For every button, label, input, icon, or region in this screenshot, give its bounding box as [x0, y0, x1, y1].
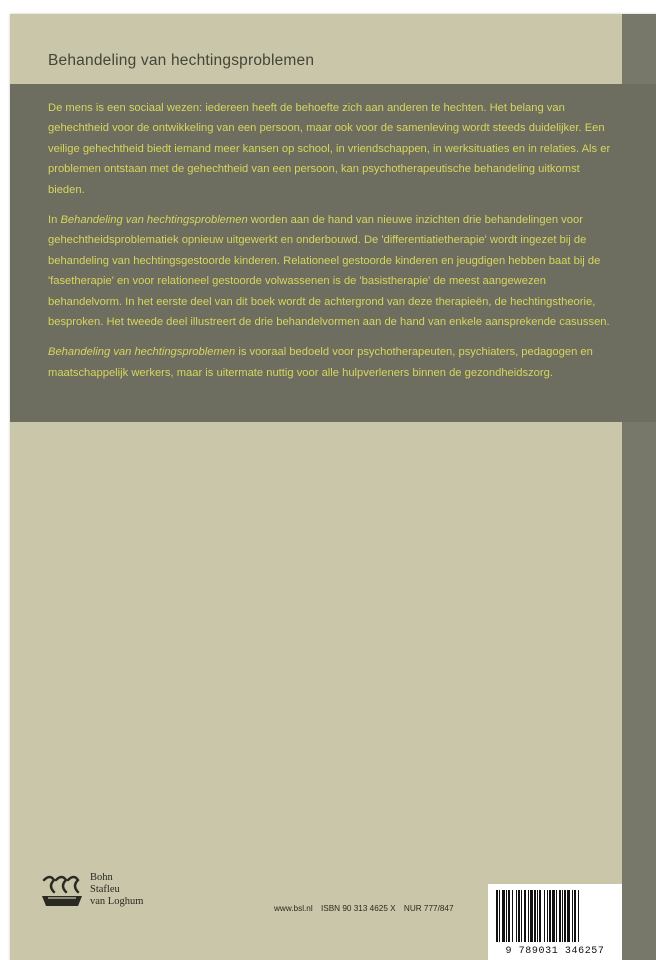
barcode-bar — [559, 890, 561, 942]
barcode-bar — [502, 890, 505, 942]
barcode-bar — [574, 890, 576, 942]
nur-code: NUR 777/847 — [403, 904, 454, 913]
blurb-paragraph-2 — [48, 210, 618, 332]
publisher-block — [40, 870, 143, 910]
barcode-bar — [552, 890, 555, 942]
barcode-bar — [518, 890, 520, 942]
blurb-p2-body: worden aan de hand van nieuwe inzichten drie behandelingen voor gehechtheidsproblematiek opnieuw uitgewerkt en onderbouwd. De 'differentiatietherapie' wordt ingezet bij de behandeling van hechtingsgestoorde kinderen. Relationeel gestoorde kinderen en jeugdigen hebben baat bij de 'fasetherapie' en voor relationeel gestoorde volwassenen is de 'basistherapie' de meest aangewezen behandelvorm. In het eerste deel van dit boek wordt de achtergrond van deze therapieën, de hechtingstheorie, besproken. Het tweede deel illustreert de drie behandelvormen aan de hand van enkele aansprekende casussen. — [48, 214, 610, 329]
publisher-website: www.bsl.nl — [274, 904, 313, 913]
barcode-bar — [572, 890, 573, 942]
barcode-bar — [549, 890, 551, 942]
barcode-digits: 9 789031 346257 — [505, 946, 605, 957]
blurb-text — [48, 98, 618, 393]
barcode-bar — [516, 890, 517, 942]
blurb-p2-book-title: Behandeling van hechtingsproblemen — [60, 214, 248, 227]
barcode-bar — [508, 890, 510, 942]
publisher-name-line-1: Bohn — [90, 872, 113, 883]
barcode-bar — [556, 890, 557, 942]
barcode-bar — [537, 890, 538, 942]
back-cover — [10, 14, 656, 960]
barcode-bar — [539, 890, 541, 942]
barcode-bar — [524, 890, 526, 942]
barcode-bar — [534, 890, 536, 942]
isbn-number: ISBN 90 313 4625 X — [320, 904, 396, 913]
barcode-bar — [521, 890, 522, 942]
barcode-bar — [544, 890, 545, 942]
barcode-bar — [547, 890, 548, 942]
blurb-paragraph-3 — [48, 342, 618, 383]
blurb-p3-book-title: Behandeling van hechtingsproblemen — [48, 346, 236, 359]
publisher-name-line-2: Stafleu — [90, 884, 120, 895]
barcode-bar — [578, 890, 579, 942]
barcode-bar — [512, 890, 513, 942]
barcode-bar — [499, 890, 500, 942]
barcode-bar — [567, 890, 570, 942]
blurb-band — [10, 84, 656, 422]
barcode-bars-icon — [496, 890, 614, 942]
publisher-logo-icon — [40, 870, 84, 910]
barcode-bar — [506, 890, 507, 942]
barcode-bar — [562, 890, 563, 942]
blurb-paragraph-1: De mens is een sociaal wezen: iedereen heeft de behoefte zich aan anderen te hechten. Het belang van gehechtheid voor de ontwikkeling van een persoon, maar ook voor de samenleving wordt steeds duidelijker. Een veilige gehechtheid biedt iemand meer kansen op school, in vriendschappen, in werksituaties en in relaties. Als er problemen ontstaan met de gehechtheid van een persoon, kan psychotherapeutische behandeling uitkomst bieden. — [48, 102, 611, 196]
barcode-bar — [496, 890, 498, 942]
book-title: Behandeling van hechtingsproblemen — [48, 52, 315, 69]
blurb-p3-body: is vooraal bedoeld voor psychotherapeuten, psychiaters, pedagogen en maatschappelijk werkers, maar is uitermate nuttig voor alle hulpverleners binnen de gezondheidszorg. — [48, 346, 593, 379]
book-metadata — [274, 904, 460, 913]
title-band — [10, 14, 622, 84]
barcode-bar — [528, 890, 529, 942]
barcode-bar — [564, 890, 566, 942]
barcode-bar — [530, 890, 533, 942]
publisher-name — [90, 872, 143, 908]
blurb-p2-prefix: In — [48, 214, 61, 227]
barcode — [488, 884, 622, 960]
publisher-name-line-3: van Loghum — [90, 896, 144, 907]
